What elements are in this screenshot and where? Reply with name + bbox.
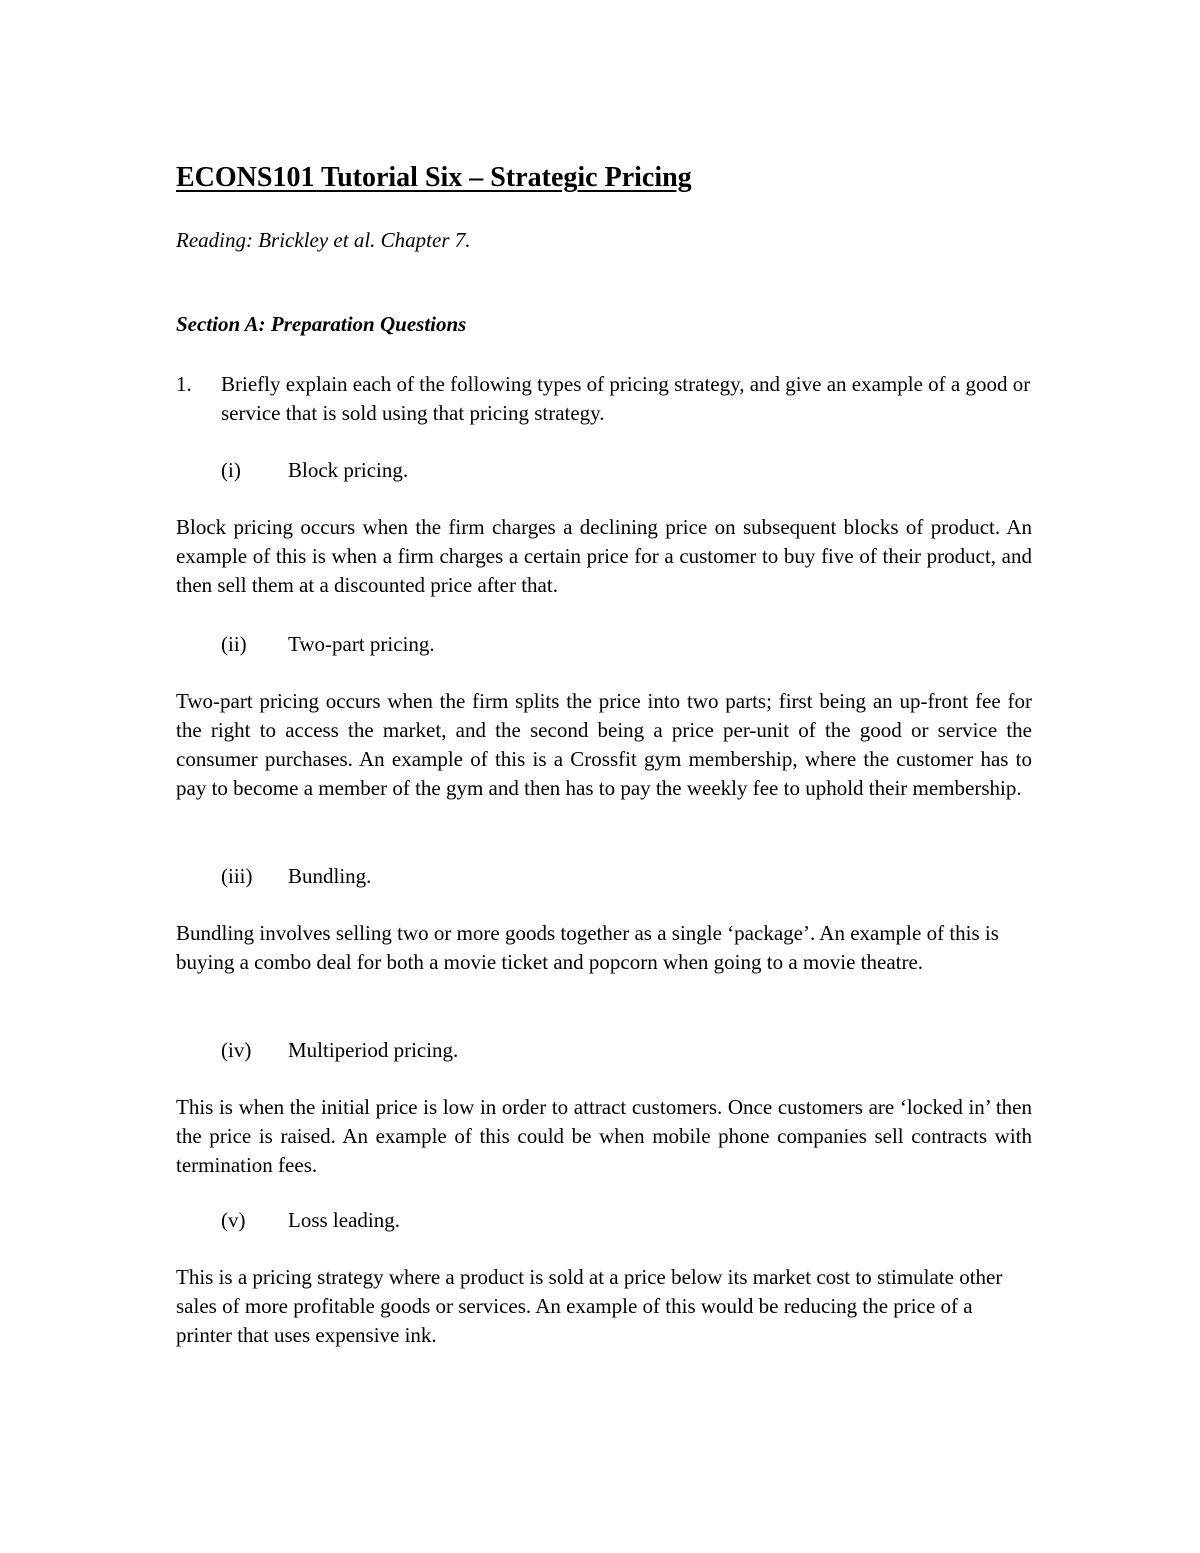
- answer-loss-leading: This is a pricing strategy where a product is sold at a price below its market cost to stimulate other sales of more profitable goods or services. An example of this would be reducing the price of a printer that uses expensive ink.: [176, 1265, 1003, 1347]
- item-label-multiperiod-pricing: Multiperiod pricing.: [288, 1038, 459, 1062]
- item-numeral-block-pricing: (i): [221, 458, 241, 482]
- section-heading: Section A: Preparation Questions: [176, 312, 467, 336]
- item-numeral-two-part-pricing: (ii): [221, 632, 247, 656]
- item-label-two-part-pricing: Two-part pricing.: [288, 632, 435, 656]
- item-label-block-pricing: Block pricing.: [288, 458, 409, 482]
- document-title: ECONS101 Tutorial Six – Strategic Pricing: [176, 162, 692, 193]
- item-numeral-loss-leading: (v): [221, 1208, 246, 1232]
- question-number: 1.: [176, 372, 192, 396]
- item-numeral-bundling: (iii): [221, 864, 253, 888]
- item-label-bundling: Bundling.: [288, 864, 372, 888]
- reading-reference: Reading: Brickley et al. Chapter 7.: [176, 228, 471, 252]
- answer-two-part-pricing: Two-part pricing occurs when the firm splits the price into two parts; first being an up-front fee for the right to access the market, and the second being a price per-unit of the good or service the consumer purchases. An example of this is a Crossfit gym membership, where the customer has to pay to become a member of the gym and then has to pay the weekly fee to uphold their membership.: [176, 689, 1032, 800]
- question-text: Briefly explain each of the following types of pricing strategy, and give an example of a good or service that is sold using that pricing strategy.: [221, 372, 1031, 425]
- answer-bundling: Bundling involves selling two or more goods together as a single ‘package’. An example of this is buying a combo deal for both a movie ticket and popcorn when going to a movie theatre.: [176, 921, 999, 974]
- answer-block-pricing: Block pricing occurs when the firm charges a declining price on subsequent blocks of product. An example of this is when a firm charges a certain price for a customer to buy five of their product, and then sell them at a discounted price after that.: [176, 515, 1032, 597]
- answer-multiperiod-pricing: This is when the initial price is low in order to attract customers. Once customers are ‘locked in’ then the price is raised. An example of this could be when mobile phone companies sell contracts with termination fees.: [176, 1095, 1032, 1177]
- item-label-loss-leading: Loss leading.: [288, 1208, 400, 1232]
- item-numeral-multiperiod-pricing: (iv): [221, 1038, 252, 1062]
